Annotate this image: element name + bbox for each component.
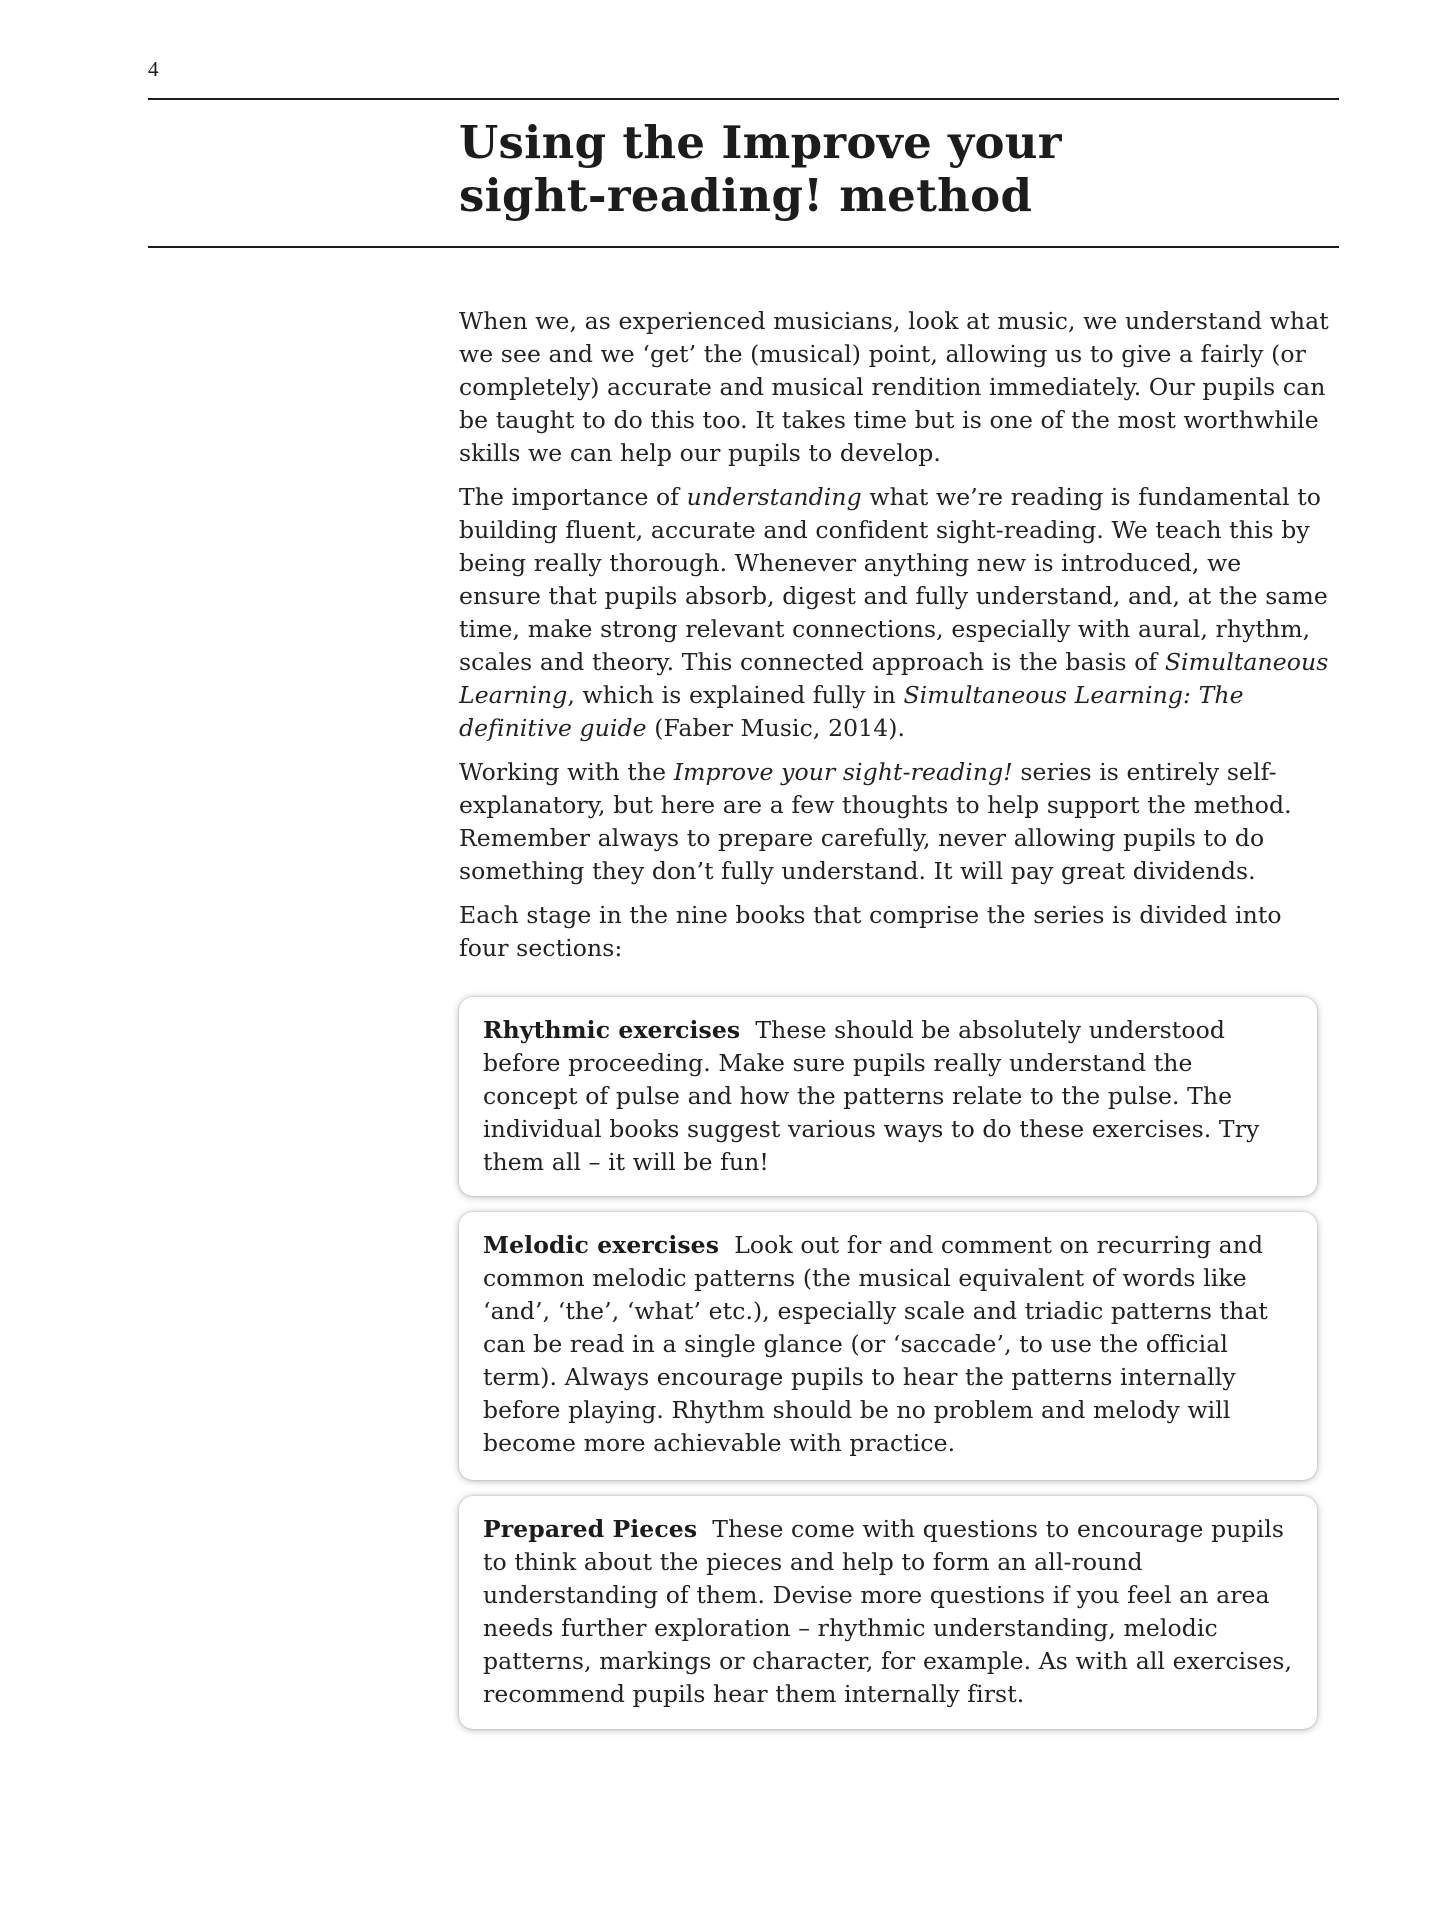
callout-prepared-pieces — [459, 1496, 1317, 1729]
paragraph-text: (Faber Music, 2014). — [646, 714, 906, 742]
callout-melodic-exercises — [459, 1212, 1317, 1480]
callout-rhythmic-exercises — [459, 997, 1317, 1196]
emphasis-series-title: Improve your sight-reading! — [673, 758, 1013, 786]
callout-heading: Melodic exercises — [483, 1231, 720, 1259]
callout-text: These come with questions to encourage pupils to think about the pieces and help to form an all-round understanding of them. Devise more questions if you feel an area needs further exploration – rhythmic understanding, melodic patterns, markings or character, for example. As with all exercises, recommend pupils hear them internally first. — [483, 1515, 1293, 1708]
page-title-line-1: Using the Improve your — [459, 116, 1062, 169]
page-number: 4 — [148, 57, 159, 81]
callout-heading: Rhythmic exercises — [483, 1016, 741, 1044]
emphasis-simultaneous-learning: Simultaneous Learning — [459, 648, 1329, 709]
emphasis-understanding: understanding — [686, 483, 862, 511]
header-rule-top — [148, 98, 1339, 100]
paragraph-text: The importance of — [459, 483, 687, 511]
callout-text: These should be absolutely understood before proceeding. Make sure pupils really understand the concept of pulse and how the patterns relate to the pulse. The individual books suggest various ways to do these exercises. Try them all – it will be fun! — [483, 1016, 1260, 1176]
header-rule-bottom — [148, 246, 1339, 248]
emphasis-book-title: Simultaneous Learning: The definitive guide — [459, 681, 1244, 742]
paragraph-sections: Each stage in the nine books that comprise the series is divided into four sections: — [459, 901, 1282, 962]
paragraph-series — [459, 756, 1329, 888]
paragraph-text: , which is explained fully in — [567, 681, 904, 709]
page-title — [459, 116, 1319, 222]
section-callouts — [459, 997, 1317, 1745]
paragraph-text: Working with the — [459, 758, 674, 786]
callout-text: Look out for and comment on recurring and common melodic patterns (the musical equivalent of words like ‘and’, ‘the’, ‘what’ etc.), especially scale and triadic patterns that can be read in a single glance (or ‘saccade’, to use the official term). Always encourage pupils to hear the patterns internally before playing. Rhythm should be no problem and melody will become more achievable with practice. — [483, 1231, 1268, 1457]
body-text — [459, 305, 1329, 976]
paragraph-text: what we’re reading is fundamental to building fluent, accurate and confident sight-reading. We teach this by being really thorough. Whenever anything new is introduced, we ensure that pupils absorb, digest and fully understand, and, at the same time, make strong relevant connections, especially with aural, rhythm, scales and theory. This connected approach is the basis of — [459, 483, 1328, 676]
page-title-line-2: sight-reading! method — [459, 169, 1033, 222]
callout-heading: Prepared Pieces — [483, 1515, 698, 1543]
paragraph-text: series is entirely self-explanatory, but here are a few thoughts to help support the method. Remember always to prepare carefully, never allowing pupils to do something they don’t fully understand. It will pay great dividends. — [459, 758, 1292, 885]
paragraph-intro: When we, as experienced musicians, look at music, we understand what we see and we ‘get’ the (musical) point, allowing us to give a fairly (or completely) accurate and musical rendition immediately. Our pupils can be taught to do this too. It takes time but is one of the most worthwhile skills we can help our pupils to develop. — [459, 307, 1329, 467]
paragraph-understanding — [459, 481, 1329, 745]
